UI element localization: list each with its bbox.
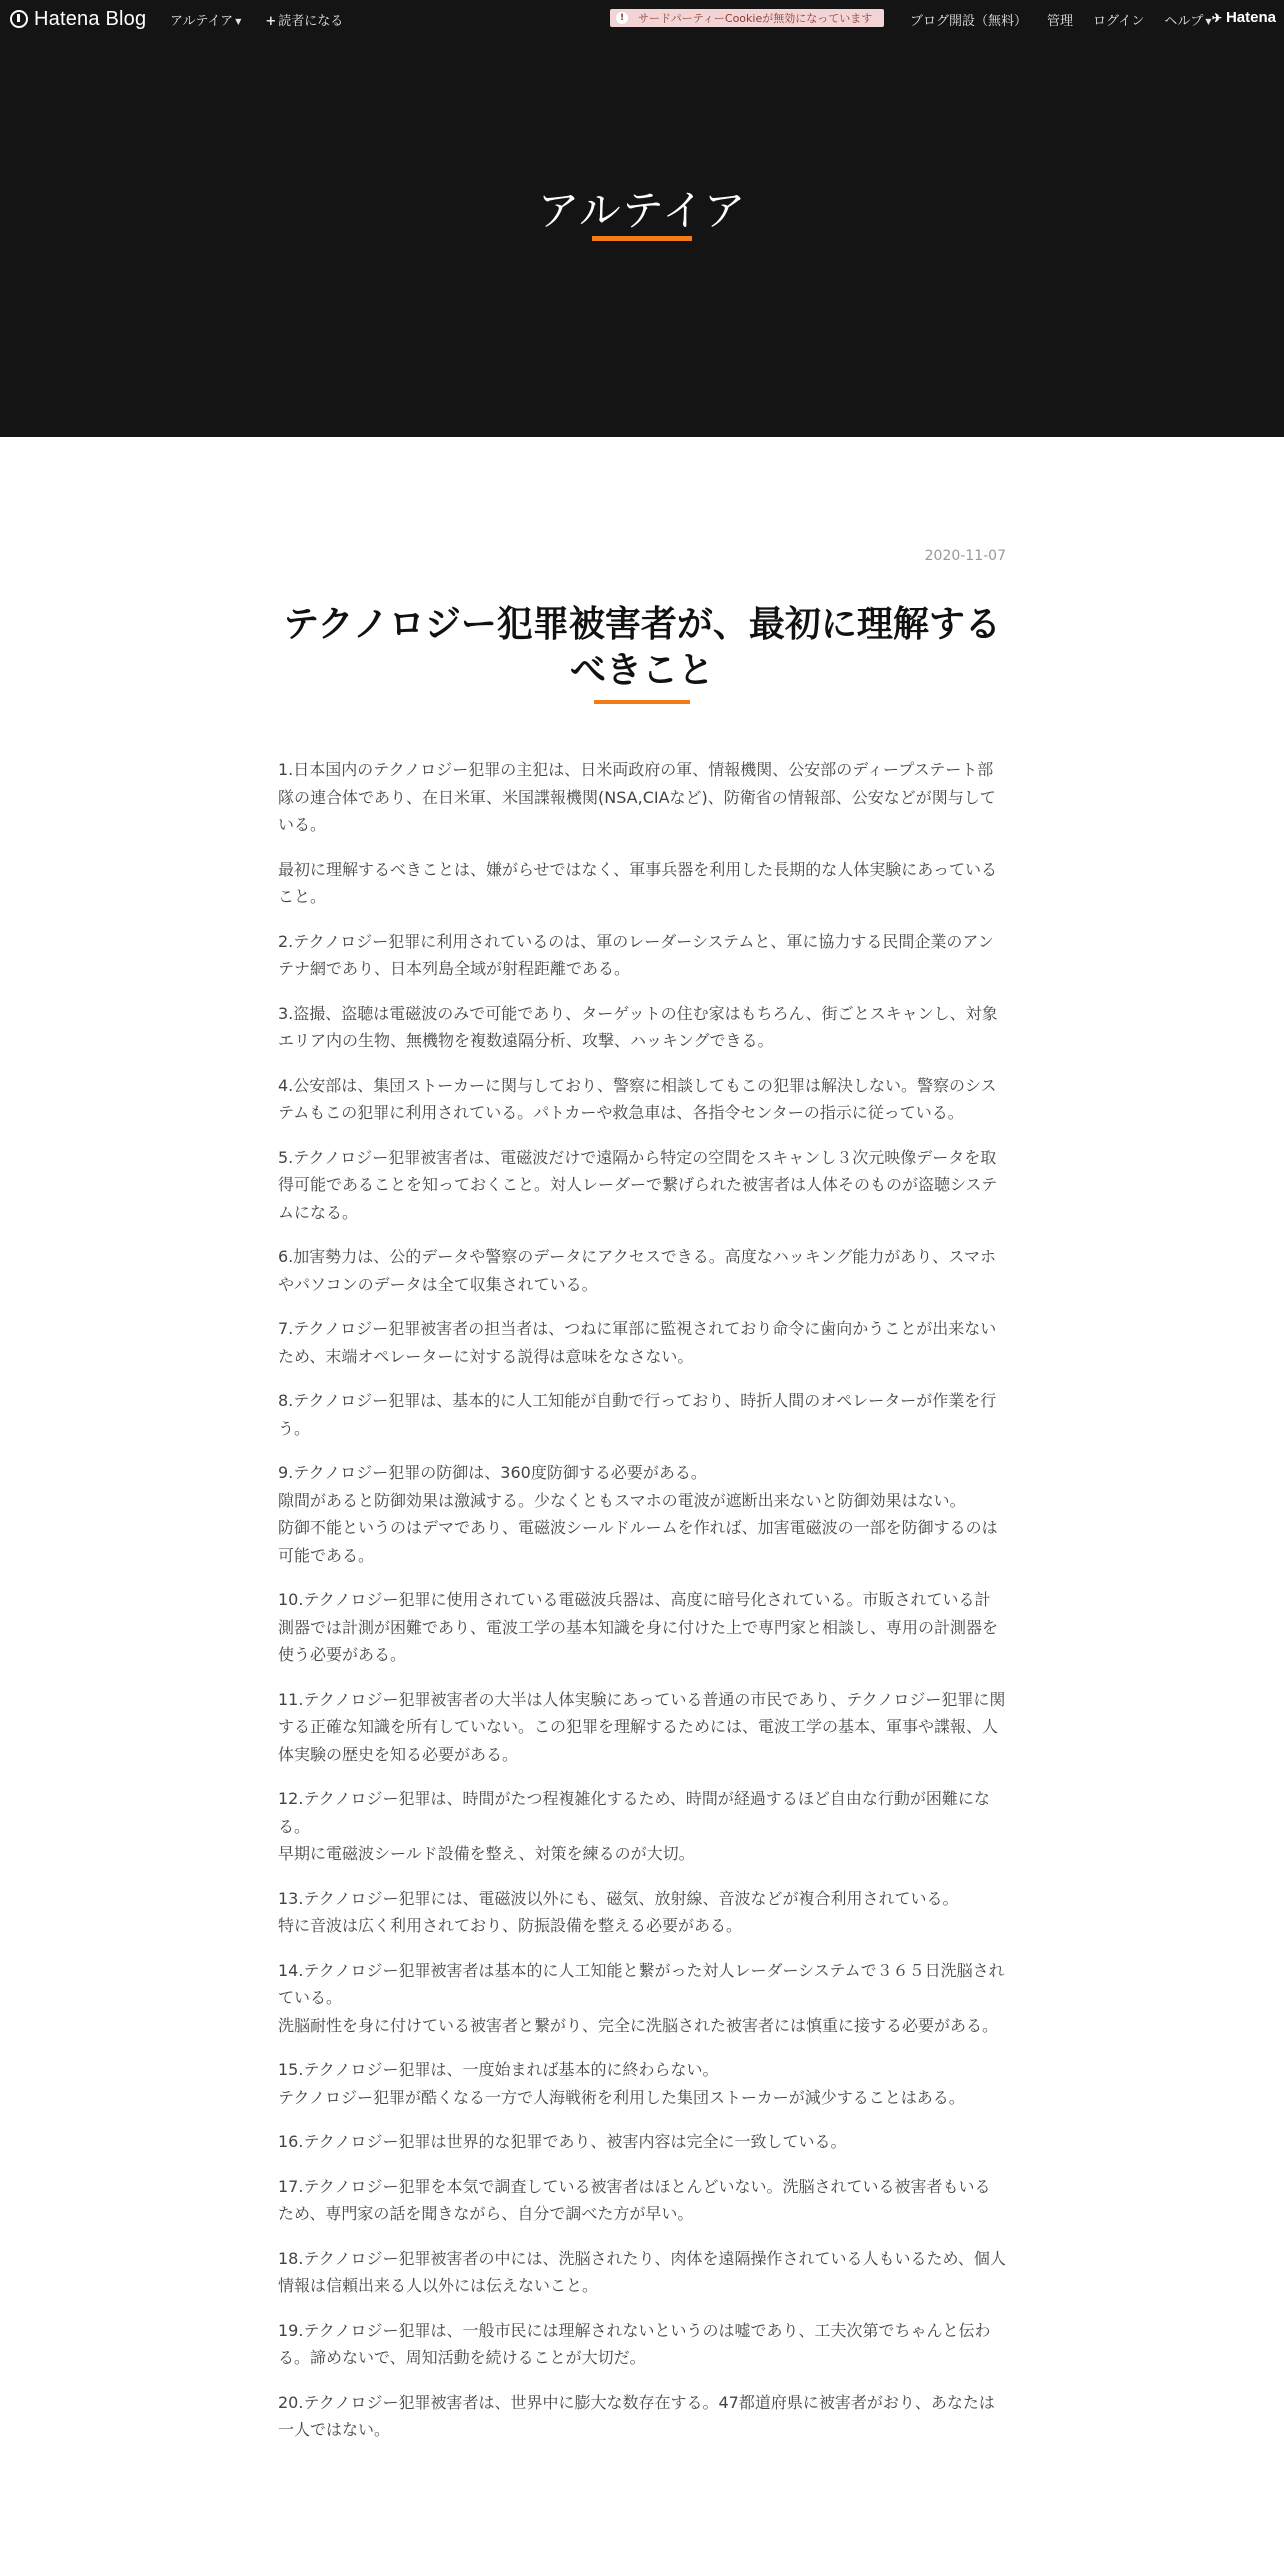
entry-paragraph xyxy=(278,2056,1006,2111)
paragraph-line: 特に音波は広く利用されており、防振設備を整える必要がある。 xyxy=(278,1916,743,1935)
paragraph-line: 19.テクノロジー犯罪は、一般市民には理解されないというのは嘘であり、工夫次第でちゃんと伝わる。諦めないで、周知活動を続けることが大切だ。 xyxy=(278,2320,991,2367)
entry-paragraph xyxy=(278,2245,1006,2300)
chevron-down-icon: ▼ xyxy=(235,17,242,26)
logo-text: Hatena Blog xyxy=(34,7,147,30)
hatena-blog-logo[interactable] xyxy=(10,6,146,32)
paragraph-line: 16.テクノロジー犯罪は世界的な犯罪であり、被害内容は完全に一致している。 xyxy=(278,2132,847,2151)
paragraph-line: 17.テクノロジー犯罪を本気で調査している被害者はほとんどいない。洗脳されている被害者もいるため、専門家の話を聞きながら、自分で調べた方が早い。 xyxy=(278,2176,991,2223)
start-blog-link[interactable]: ブログ開設（無料） xyxy=(910,14,1028,29)
blog-title-underline xyxy=(592,236,692,241)
paragraph-line: 7.テクノロジー犯罪被害者の担当者は、つねに軍部に監視されており命令に歯向かうことが出来ないため、末端オペレーターに対する説得は意味をなさない。 xyxy=(278,1319,997,1366)
hatena-blog-logo-icon xyxy=(10,10,28,28)
entry-paragraph xyxy=(278,1885,1006,1940)
entry-paragraph xyxy=(278,1459,1006,1569)
entry-title-underline xyxy=(594,700,690,704)
paragraph-line: 10.テクノロジー犯罪に使用されている電磁波兵器は、高度に暗号化されている。市販されている計測器では計測が困難であり、電波工学の基本知識を身に付けた上で専門家と相談し、専用の計測器を使う必要がある。 xyxy=(278,1590,999,1664)
subscribe-button[interactable]: + 読者になる xyxy=(265,14,344,29)
paragraph-line: 18.テクノロジー犯罪被害者の中には、洗脳されたり、肉体を遠隔操作されている人もいるため、個人情報は信頼出来る人以外には伝えないこと。 xyxy=(278,2248,1006,2295)
paragraph-line: 20.テクノロジー犯罪被害者は、世界中に膨大な数存在する。47都道府県に被害者がおり、あなたは一人ではない。 xyxy=(278,2392,995,2439)
entry-date[interactable]: 2020-11-07 xyxy=(924,548,1006,564)
article xyxy=(278,540,1006,2461)
paragraph-line: 13.テクノロジー犯罪には、電磁波以外にも、磁気、放射線、音波などが複合利用されている。 xyxy=(278,1888,959,1908)
login-link[interactable]: ログイン xyxy=(1093,14,1145,29)
blog-menu[interactable]: アルテイア ▼ xyxy=(170,14,242,29)
paragraph-line: 1.日本国内のテクノロジー犯罪の主犯は、日米両政府の軍、情報機関、公安部のディープステート部隊の連合体であり、在日米軍、米国諜報機関(NSA,CIAなど)、防衛省の情報部、公安などが関与している。 xyxy=(278,760,996,834)
entry-paragraph xyxy=(278,756,1006,839)
nav-right xyxy=(910,10,1212,29)
paragraph-line: 14.テクノロジー犯罪被害者は基本的に人工知能と繋がった対人レーダーシステムで３６５日洗脳されている。 xyxy=(278,1960,1005,2007)
top-navigation-bar xyxy=(0,0,1284,38)
entry-paragraph xyxy=(278,1144,1006,1227)
paragraph-line: 4.公安部は、集団ストーカーに関与しており、警察に相談してもこの犯罪は解決しない。警察のシステムもこの犯罪に利用されている。パトカーや救急車は、各指令センターの指示に従っている。 xyxy=(278,1075,997,1122)
paragraph-line: 隙間があると防御効果は激減する。少なくともスマホの電波が遮断出来ないと防御効果はない。 xyxy=(278,1490,966,1510)
blog-header xyxy=(0,38,1284,437)
paragraph-line: テクノロジー犯罪が酷くなる一方で人海戦術を利用した集団ストーカーが減少することはある。 xyxy=(278,2087,965,2107)
info-icon: ! xyxy=(616,12,628,24)
paragraph-line: 15.テクノロジー犯罪は、一度始まれば基本的に終わらない。 xyxy=(278,2060,719,2079)
entry-title[interactable]: テクノロジー犯罪被害者が、最初に理解するべきこと xyxy=(283,604,1001,691)
paragraph-line: 11.テクノロジー犯罪被害者の大半は人体実験にあっている普通の市民であり、テクノロジー犯罪に関する正確な知識を所有していない。この犯罪を理解するためには、電波工学の基本、軍事や諜報、人体実験の歴史を知る必要がある。 xyxy=(278,1689,1006,1764)
cookie-warning-banner[interactable] xyxy=(610,9,884,27)
paragraph-line: 3.盗撮、盗聴は電磁波のみで可能であり、ターゲットの住む家はもちろん、街ごとスキャンし、対象エリア内の生物、無機物を複数遠隔分析、攻撃、ハッキングできる。 xyxy=(278,1003,998,1050)
blog-title[interactable]: アルテイア xyxy=(537,186,747,235)
entry-paragraph xyxy=(278,928,1006,983)
entry-paragraph xyxy=(278,2389,1006,2444)
entry-paragraph xyxy=(278,2128,1006,2156)
entry-paragraph xyxy=(278,1387,1006,1442)
entry-paragraph xyxy=(278,1957,1006,2040)
paragraph-line: 12.テクノロジー犯罪は、時間がたつ程複雑化するため、時間が経過するほど自由な行動が困難になる。 xyxy=(278,1789,990,1836)
entry-paragraph xyxy=(278,1243,1006,1298)
plus-icon: + xyxy=(265,14,277,29)
paragraph-line: 2.テクノロジー犯罪に利用されているのは、軍のレーダーシステムと、軍に協力する民間企業のアンテナ網であり、日本列島全域が射程距離である。 xyxy=(278,931,994,978)
hatena-menu[interactable]: ✈ Hatena xyxy=(1211,9,1276,26)
paragraph-line: 最初に理解するべきことは、嫌がらせではなく、軍事兵器を利用した長期的な人体実験にあっていること。 xyxy=(278,859,998,906)
entry-body xyxy=(278,756,1006,2444)
entry-paragraph xyxy=(278,2317,1006,2372)
entry-paragraph xyxy=(278,2173,1006,2228)
entry-paragraph xyxy=(278,856,1006,911)
cookie-warning-text: サードパーティーCookieが無効になっています xyxy=(638,12,873,25)
paragraph-line: 防御不能というのはデマであり、電磁波シールドルームを作れば、加害電磁波の一部を防御するのは可能である。 xyxy=(278,1518,998,1565)
paragraph-line: 早期に電磁波シールド設備を整え、対策を練るのが大切。 xyxy=(278,1844,695,1863)
paragraph-line: 9.テクノロジー犯罪の防御は、360度防御する必要がある。 xyxy=(278,1463,707,1482)
entry-paragraph xyxy=(278,1000,1006,1055)
chevron-down-icon: ▼ xyxy=(1205,17,1212,26)
entry-paragraph xyxy=(278,1785,1006,1868)
paragraph-line: 5.テクノロジー犯罪被害者は、電磁波だけで遠隔から特定の空間をスキャンし３次元映像データを取得可能であることを知っておくこと。対人レーダーで繋げられた被害者は人体そのものが盗聴システムになる。 xyxy=(278,1147,998,1222)
hatena-bird-icon: ✈ xyxy=(1211,10,1222,25)
help-menu[interactable]: ヘルプ ▼ xyxy=(1164,14,1212,29)
nav-left xyxy=(170,10,343,29)
paragraph-line: 6.加害勢力は、公的データや警察のデータにアクセスできる。高度なハッキング能力があり、スマホやパソコンのデータは全て収集されている。 xyxy=(278,1247,996,1294)
entry-paragraph xyxy=(278,1686,1006,1769)
entry-paragraph xyxy=(278,1315,1006,1370)
paragraph-line: 洗脳耐性を身に付けている被害者と繋がり、完全に洗脳された被害者には慎重に接する必要がある。 xyxy=(278,2015,999,2035)
paragraph-line: 8.テクノロジー犯罪は、基本的に人工知能が自動で行っており、時折人間のオペレーターが作業を行う。 xyxy=(278,1391,997,1438)
admin-link[interactable]: 管理 xyxy=(1047,14,1074,29)
entry-paragraph xyxy=(278,1586,1006,1669)
entry-paragraph xyxy=(278,1072,1006,1127)
